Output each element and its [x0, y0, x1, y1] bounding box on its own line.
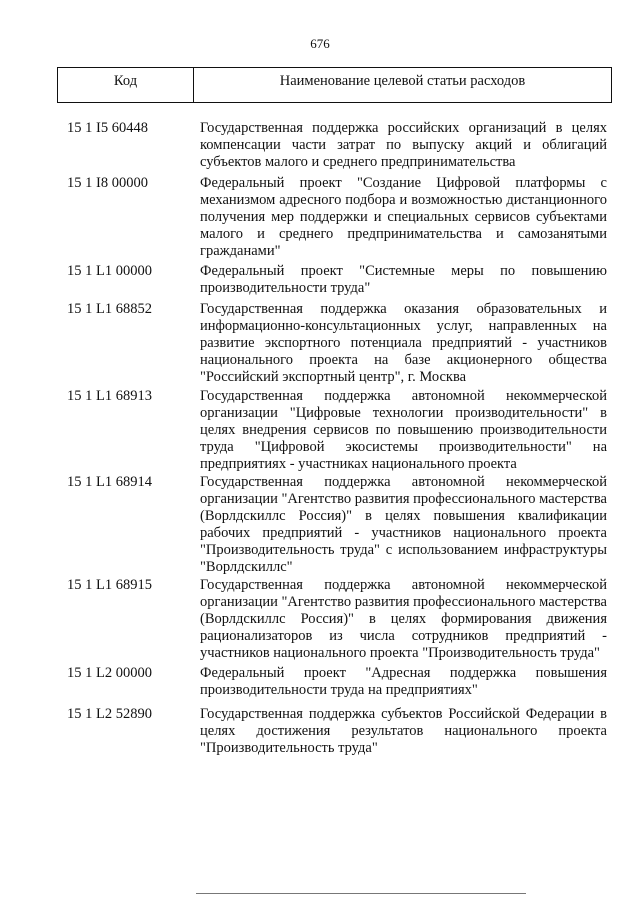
entry-code: 15 1 L2 52890 — [67, 706, 152, 722]
entry-code: 15 1 L2 00000 — [67, 665, 152, 681]
entry-code: 15 1 L1 00000 — [67, 263, 152, 279]
table-row — [67, 388, 607, 473]
entry-code: 15 1 I8 00000 — [67, 175, 148, 191]
page-number: 676 — [310, 36, 330, 51]
entry-code: 15 1 L1 68852 — [67, 301, 152, 317]
entry-description: Государственная поддержка российских организаций в целях компенсации части затрат по выпуску акций и облигаций субъектов малого и среднего предпринимательства — [200, 120, 607, 170]
column-header-code: Код — [58, 68, 194, 102]
entry-code: 15 1 L1 68914 — [67, 474, 152, 490]
entry-description: Государственная поддержка субъектов Российской Федерации в целях достижения результатов национального проекта "Производительность труда" — [200, 706, 607, 756]
table-row — [67, 175, 607, 260]
entry-code: 15 1 L1 68915 — [67, 577, 152, 593]
table-header — [57, 67, 612, 103]
scan-bottom-edge — [196, 893, 526, 894]
table-row — [67, 706, 607, 757]
table-row — [67, 665, 607, 699]
entry-description: Государственная поддержка оказания образовательных и информационно-консультационных услуг, направленных на развитие экспортного потенциала предприятий - участников национального проекта на базе акционерного общества "Российский экспортный центр", г. Москва — [200, 301, 607, 385]
entry-code: 15 1 I5 60448 — [67, 120, 148, 136]
entry-description: Государственная поддержка автономной некоммерческой организации "Агентство развития профессионального мастерства (Ворлдскиллс Россия)" в целях повышения квалификации рабочих предприятий - участников национального проекта "Производительность труда" с использованием инфраструктуры "Ворлдскиллс" — [200, 474, 607, 575]
column-header-name: Наименование целевой статьи расходов — [279, 73, 526, 89]
table-row — [67, 301, 607, 386]
table-row — [67, 120, 607, 171]
entry-description: Федеральный проект "Создание Цифровой платформы с механизмом адресного подбора и возможностью дистанционного получения мер поддержки и специальных сервисов субъектами малого и среднего предпринимательства и самозанятыми гражданами" — [200, 175, 607, 259]
table-row — [67, 577, 607, 662]
entry-code: 15 1 L1 68913 — [67, 388, 152, 404]
entry-description: Государственная поддержка автономной некоммерческой организации "Агентство развития профессионального мастерства (Ворлдскиллс Россия)" в целях формирования движения рационализаторов из числа сотрудников предприятий - участников национального проекта "Производительность труда" — [200, 577, 607, 661]
entry-description: Федеральный проект "Системные меры по повышению производительности труда" — [200, 263, 607, 296]
table-row — [67, 474, 607, 576]
budget-entries-list — [67, 120, 607, 757]
entry-description: Государственная поддержка автономной некоммерческой организации "Цифровые технологии производительности" в целях внедрения сервисов по повышению производительности труда "Цифровой экосистемы производительности" на предприятиях - участниках национального проекта — [200, 388, 607, 472]
table-row — [67, 263, 607, 297]
entry-description: Федеральный проект "Адресная поддержка повышения производительности труда на предприятиях" — [200, 665, 607, 698]
